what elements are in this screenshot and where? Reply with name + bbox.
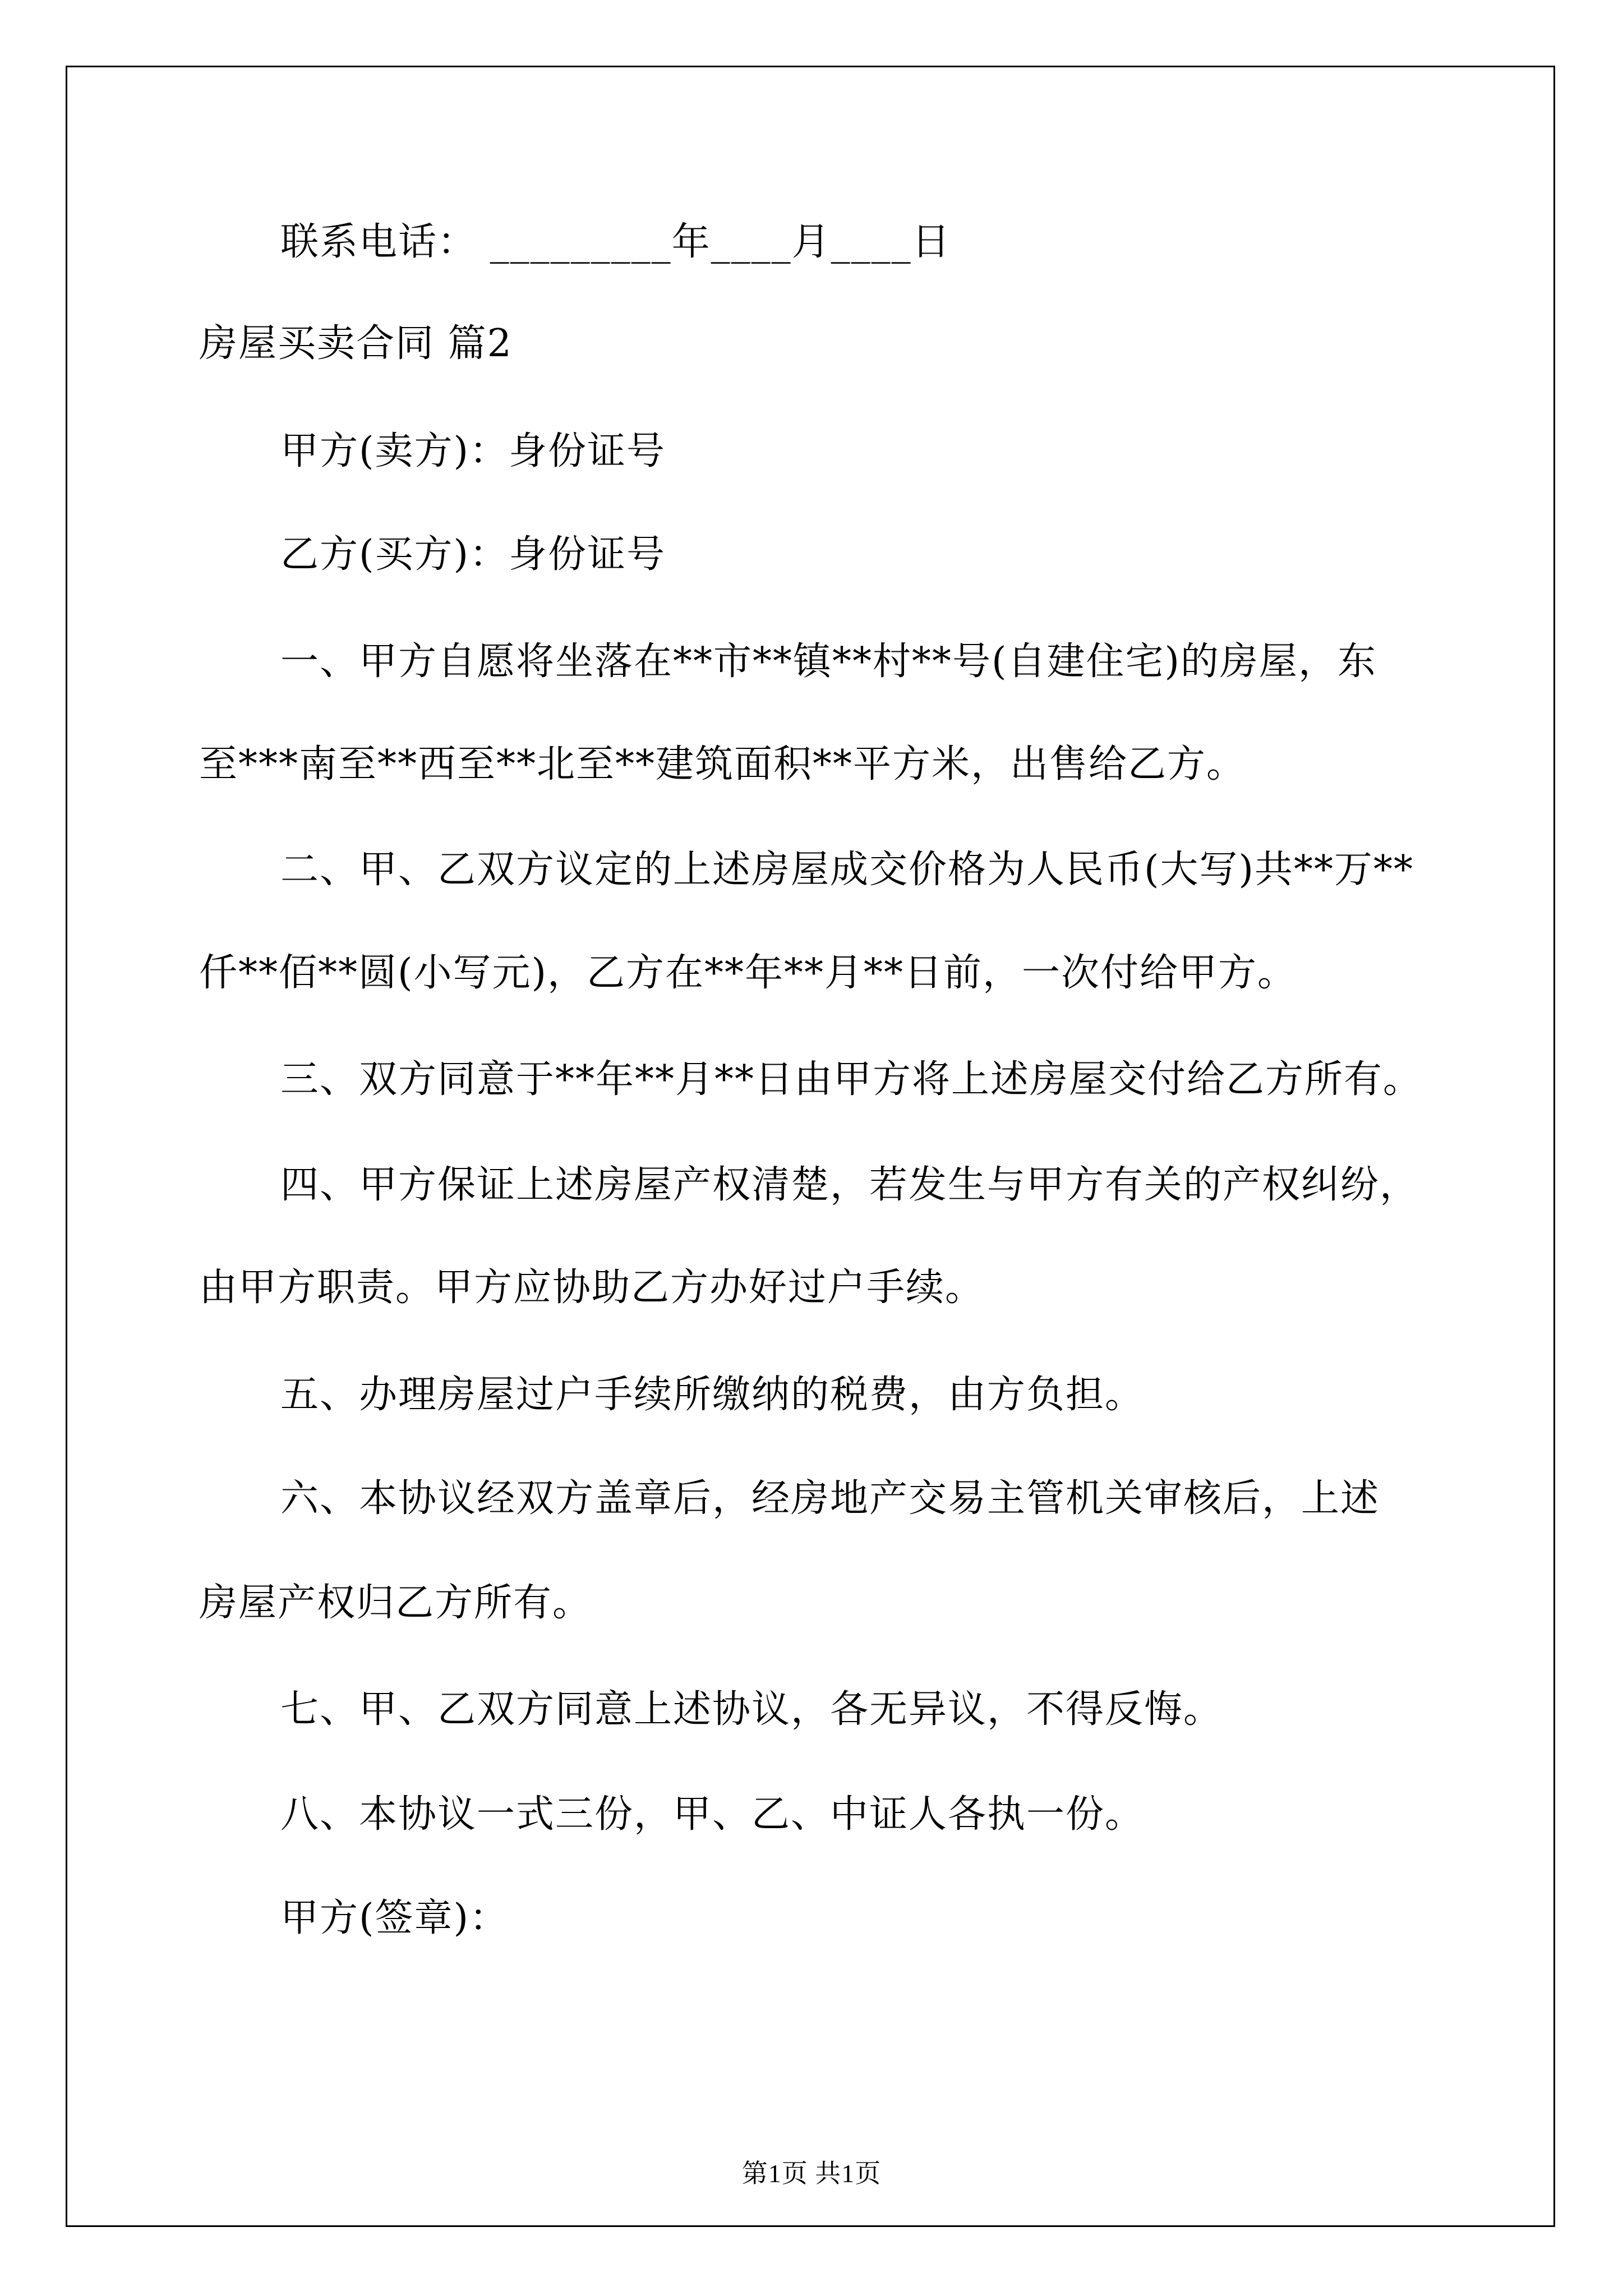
clause-4-line-2: 由甲方职责。甲方应协助乙方办好过户手续。 (199, 1266, 985, 1310)
clause-6-line-2: 房屋产权归乙方所有。 (199, 1581, 592, 1625)
clause-3-line: 三、双方同意于**年**月**日由甲方将上述房屋交付给乙方所有。 (280, 1057, 1423, 1102)
section-title: 房屋买卖合同 篇2 (199, 321, 513, 366)
clause-7-line: 七、甲、乙双方同意上述协议，各无异议，不得反悔。 (280, 1687, 1223, 1732)
clause-5-line: 五、办理房屋过户手续所缴纳的税费，由方负担。 (280, 1373, 1145, 1417)
signature-line: 甲方(签章)： (280, 1896, 509, 1940)
contact-phone-line: 联系电话： _________年____月____日 (280, 220, 951, 264)
party-a-line: 甲方(卖方)：身份证号 (280, 429, 666, 473)
clause-4-line-1: 四、甲方保证上述房屋产权清楚，若发生与甲方有关的产权纠纷， (280, 1163, 1419, 1207)
clause-8-line: 八、本协议一式三份，甲、乙、中证人各执一份。 (280, 1792, 1145, 1837)
clause-2-line-1: 二、甲、乙双方议定的上述房屋成交价格为人民币(大写)共**万** (280, 848, 1414, 892)
clause-1-line-2: 至***南至**西至**北至**建筑面积**平方米，出售给乙方。 (199, 742, 1246, 786)
clause-1-line-1: 一、甲方自愿将坐落在**市**镇**村**号(自建住宅)的房屋，东 (280, 639, 1377, 684)
page-footer: 第1页 共1页 (741, 2159, 882, 2188)
party-b-line: 乙方(买方)：身份证号 (280, 532, 666, 577)
clause-6-line-1: 六、本协议经双方盖章后，经房地产交易主管机关审核后，上述 (280, 1476, 1380, 1521)
clause-2-line-2: 仟**佰**圆(小写元)，乙方在**年**月**日前，一次付给甲方。 (199, 951, 1297, 995)
